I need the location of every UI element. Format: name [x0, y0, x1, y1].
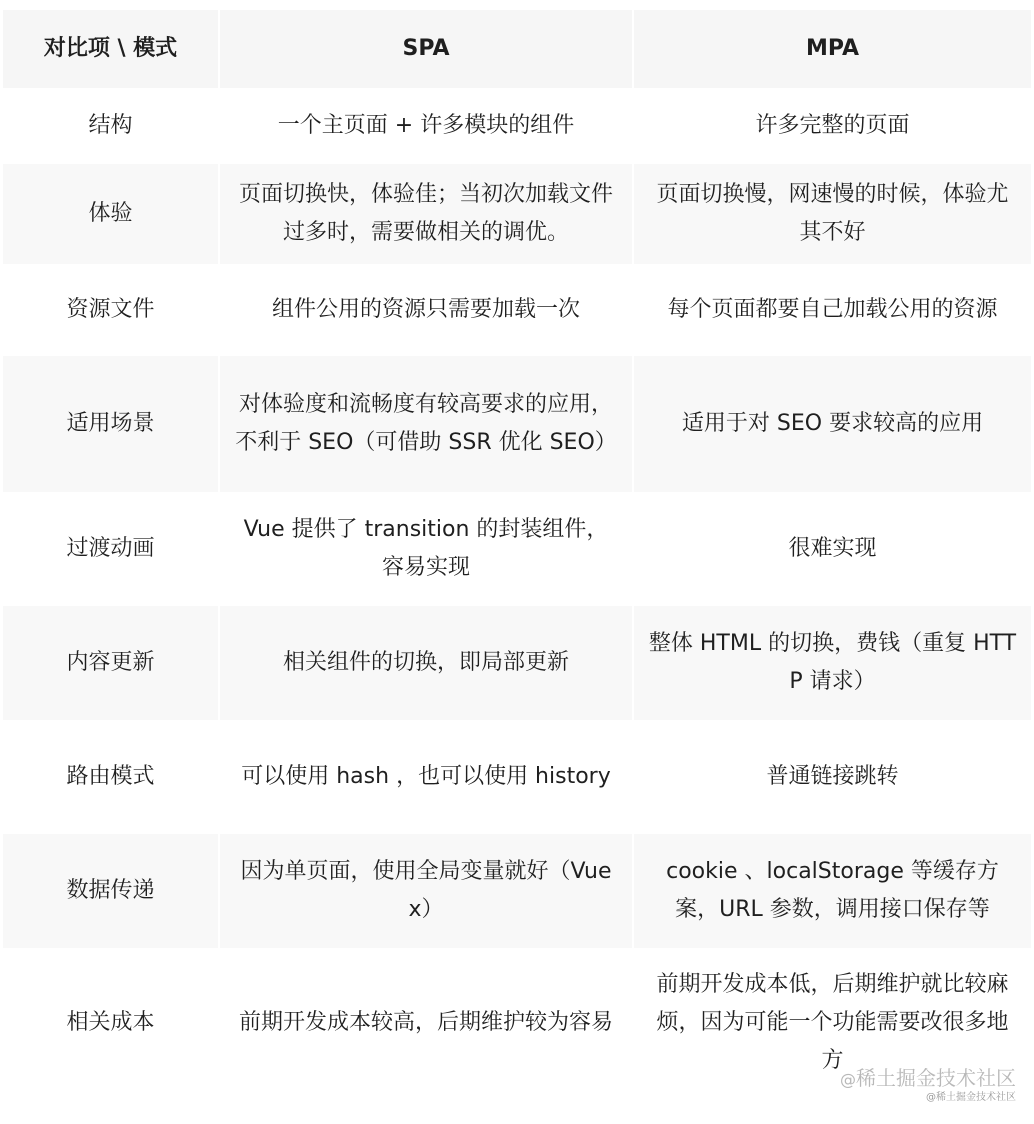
row-label: 数据传递 — [3, 834, 220, 948]
watermark-main-text: 稀土掘金技术社区 — [856, 1066, 1016, 1090]
mpa-cell: 很难实现 — [634, 492, 1031, 606]
spa-cell: 对体验度和流畅度有较高要求的应用，不利于 SEO（可借助 SSR 优化 SEO） — [220, 356, 634, 492]
watermark — [840, 1066, 1016, 1104]
spa-cell: 相关组件的切换，即局部更新 — [220, 606, 634, 720]
mpa-cell: 每个页面都要自己加载公用的资源 — [634, 264, 1031, 356]
spa-mpa-comparison-table — [3, 10, 1031, 1098]
row-label: 路由模式 — [3, 720, 220, 834]
row-label: 结构 — [3, 88, 220, 164]
spa-cell: 一个主页面 + 许多模块的组件 — [220, 88, 634, 164]
spa-cell: 因为单页面，使用全局变量就好（Vuex） — [220, 834, 634, 948]
mpa-cell: cookie 、localStorage 等缓存方案，URL 参数，调用接口保存等 — [634, 834, 1031, 948]
header-item: 对比项 \ 模式 — [3, 10, 220, 88]
spa-cell: 前期开发成本较高，后期维护较为容易 — [220, 948, 634, 1098]
watermark-sub-text: @稀土掘金技术社区 — [926, 1092, 1016, 1103]
table-row — [3, 720, 1031, 834]
row-label: 资源文件 — [3, 264, 220, 356]
mpa-cell: 页面切换慢，网速慢的时候，体验尤其不好 — [634, 164, 1031, 264]
mpa-cell: 普通链接跳转 — [634, 720, 1031, 834]
header-spa: SPA — [220, 10, 634, 88]
table-row — [3, 164, 1031, 264]
row-label: 内容更新 — [3, 606, 220, 720]
table-row — [3, 264, 1031, 356]
row-label: 过渡动画 — [3, 492, 220, 606]
spa-cell: 组件公用的资源只需要加载一次 — [220, 264, 634, 356]
spa-cell: Vue 提供了 transition 的封装组件，容易实现 — [220, 492, 634, 606]
comparison-table-container — [3, 10, 1031, 1098]
table-header-row — [3, 10, 1031, 88]
header-mpa: MPA — [634, 10, 1031, 88]
table-row — [3, 88, 1031, 164]
mpa-cell: 许多完整的页面 — [634, 88, 1031, 164]
table-row — [3, 834, 1031, 948]
row-label: 体验 — [3, 164, 220, 264]
table-row — [3, 606, 1031, 720]
table-row — [3, 356, 1031, 492]
spa-cell: 页面切换快，体验佳；当初次加载文件过多时，需要做相关的调优。 — [220, 164, 634, 264]
mpa-cell: 前期开发成本低，后期维护就比较麻烦，因为可能一个功能需要改很多地方 — [634, 948, 1031, 1098]
row-label: 适用场景 — [3, 356, 220, 492]
table-row — [3, 492, 1031, 606]
spa-cell: 可以使用 hash ，也可以使用 history — [220, 720, 634, 834]
mpa-cell: 整体 HTML 的切换，费钱（重复 HTTP 请求） — [634, 606, 1031, 720]
mpa-cell: 适用于对 SEO 要求较高的应用 — [634, 356, 1031, 492]
at-sign-icon: @ — [840, 1070, 856, 1089]
row-label: 相关成本 — [3, 948, 220, 1098]
